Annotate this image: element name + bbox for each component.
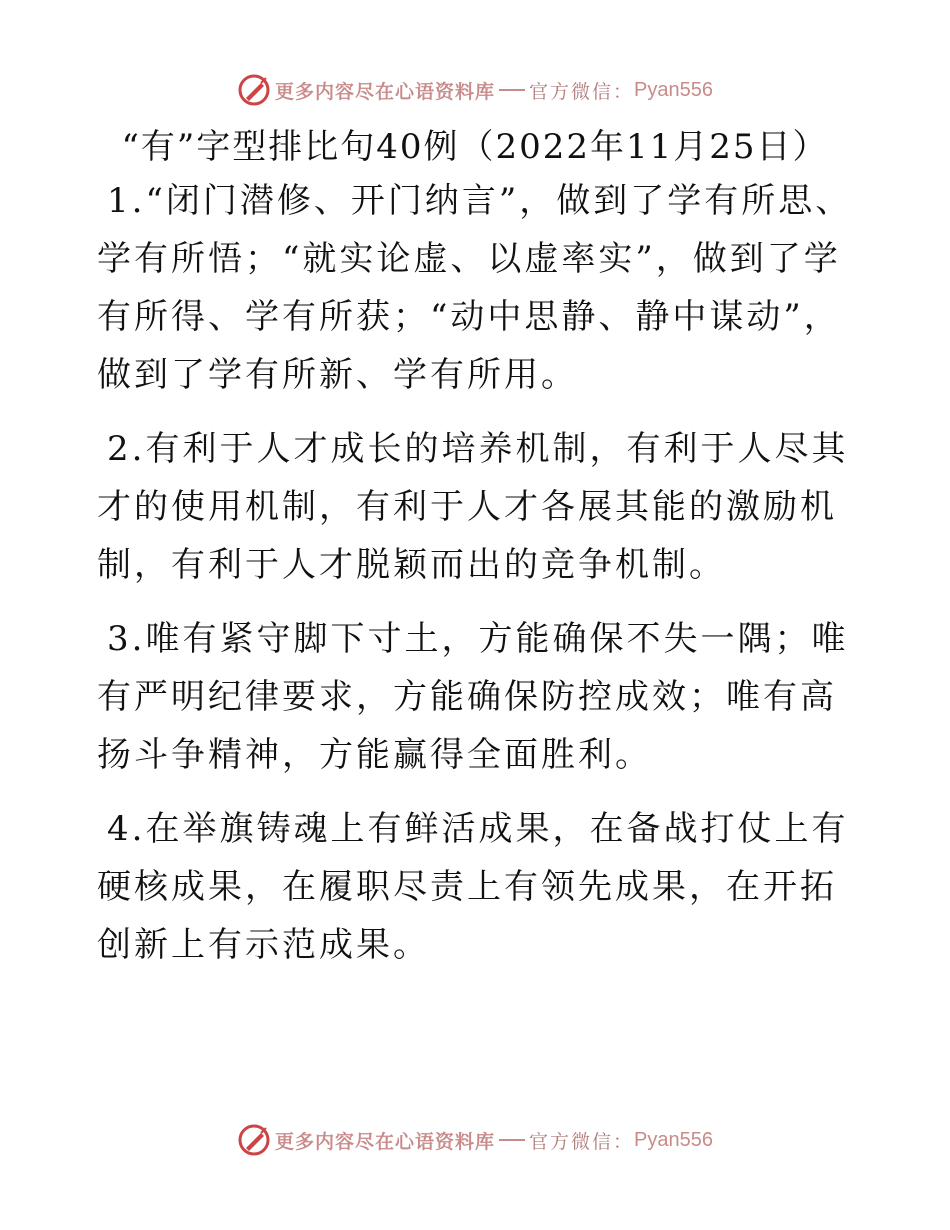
watermark-dash [499,89,525,91]
header-watermark [0,70,950,110]
document-title: “有”字型排比句40例（2022年11月25日） [121,127,829,167]
paragraph-1: 1.“闭门潜修、开门纳言”，做到了学有所思、学有所悟；“就实论虚、以虚率实”，做到了学有所得、学有所获；“动中思静、静中谋动”，做到了学有所新、学有所用。 [97,181,853,395]
watermark-text: 更多内容尽在心语资料库 [275,1130,496,1153]
watermark-wechat-id: Pyan556 [634,78,713,101]
paragraph-3: 3.唯有紧守脚下寸土，方能确保不失一隅；唯有严明纪律要求，方能确保防控成效；唯有高扬斗争精神，方能赢得全面胜利。 [97,619,849,775]
footer-watermark [0,1120,950,1160]
watermark-official-label: 官方微信： [529,1130,635,1153]
watermark-dash [499,1139,525,1141]
watermark-official-label: 官方微信： [529,80,635,103]
paragraph-4: 4.在举旗铸魂上有鲜活成果，在备战打仗上有硬核成果，在履职尽责上有领先成果，在开拓创新上有示范成果。 [97,809,849,965]
quill-pen-seal-icon [237,73,271,107]
watermark-wechat-id: Pyan556 [634,1128,713,1151]
quill-pen-seal-icon [237,1123,271,1157]
watermark-text: 更多内容尽在心语资料库 [275,80,496,103]
document-body [97,172,857,990]
paragraph-2: 2.有利于人才成长的培养机制，有利于人尽其才的使用机制，有利于人才各展其能的激励机制，有利于人才脱颖而出的竞争机制。 [97,429,849,585]
